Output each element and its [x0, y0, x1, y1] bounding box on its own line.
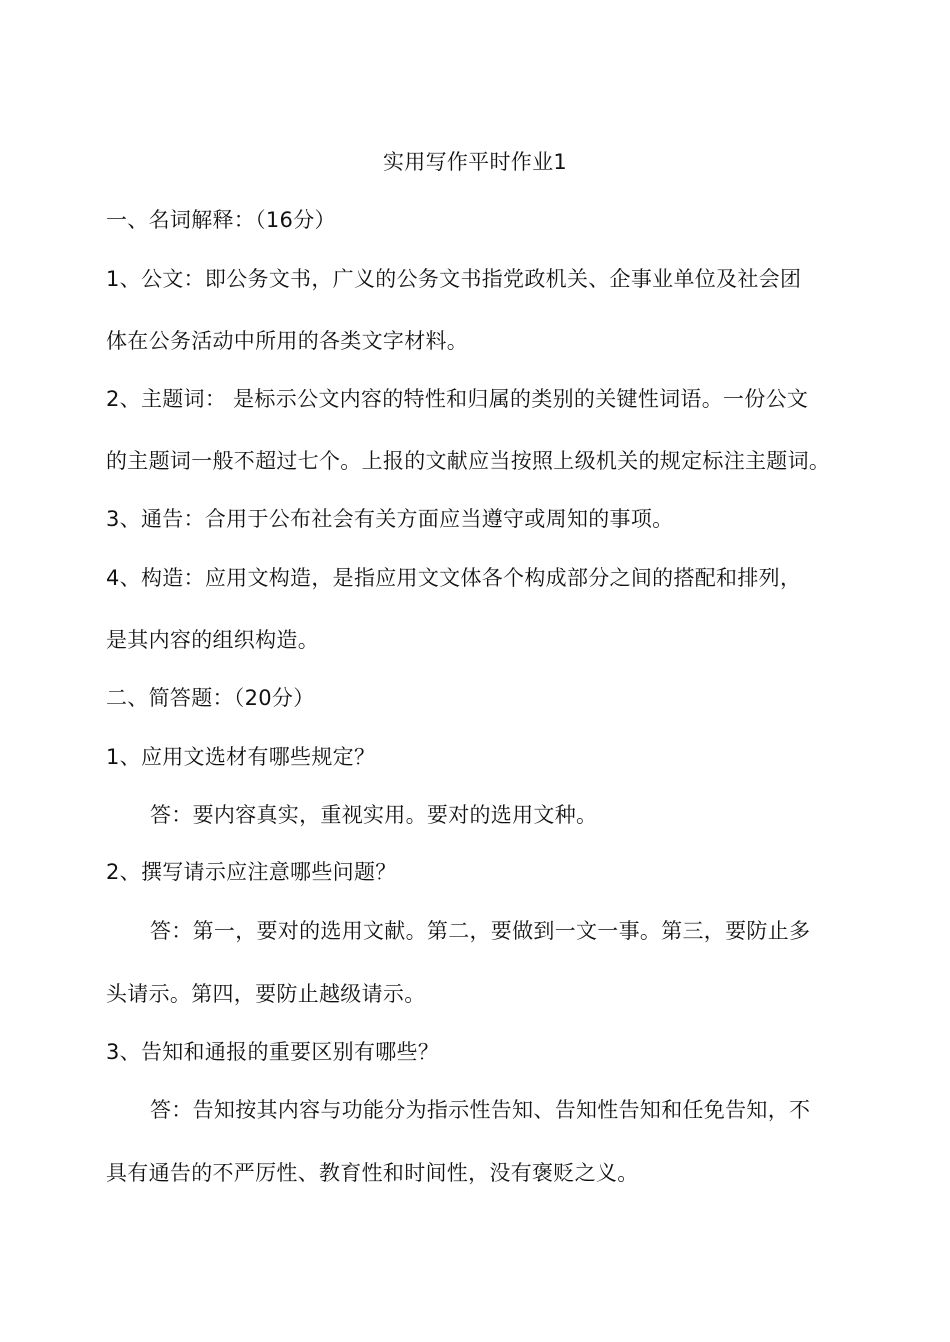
- term-3-line-1: 3、通告：合用于公布社会有关方面应当遵守或周知的事项。: [106, 507, 674, 531]
- question-1: 1、应用文选材有哪些规定？: [106, 745, 376, 769]
- term-4-line-1: 4、构造：应用文构造，是指应用文文体各个构成部分之间的搭配和排列，: [106, 566, 802, 590]
- answer-2-line-1: 答：第一，要对的选用文献。第二，要做到一文一事。第三，要防止多: [150, 919, 811, 943]
- term-2-line-2: 的主题词一般不超过七个。上报的文献应当按照上级机关的规定标注主题词。: [106, 449, 831, 473]
- question-2: 2、撰写请示应注意哪些问题？: [106, 860, 397, 884]
- section-heading-terms: 一、名词解释：（16分）: [106, 208, 336, 232]
- answer-1-line-1: 答：要内容真实，重视实用。要对的选用文种。: [150, 803, 598, 827]
- term-1-line-1: 1、公文：即公务文书，广义的公务文书指党政机关、企事业单位及社会团: [106, 267, 802, 291]
- term-1-line-2: 体在公务活动中所用的各类文字材料。: [106, 329, 469, 353]
- answer-3-line-2: 具有通告的不严厉性、教育性和时间性，没有褒贬之义。: [106, 1161, 639, 1185]
- question-3: 3、告知和通报的重要区别有哪些？: [106, 1040, 440, 1064]
- page-title: 实用写作平时作业1: [382, 150, 568, 174]
- term-2-line-1: 2、主题词： 是标示公文内容的特性和归属的类别的关键性词语。一份公文: [106, 387, 809, 411]
- answer-2-line-2: 头请示。第四，要防止越级请示。: [106, 982, 426, 1006]
- section-heading-short-answer: 二、简答题：（20分）: [106, 686, 315, 710]
- answer-3-line-1: 答：告知按其内容与功能分为指示性告知、告知性告知和任免告知，不: [150, 1098, 811, 1122]
- term-4-line-2: 是其内容的组织构造。: [106, 628, 319, 652]
